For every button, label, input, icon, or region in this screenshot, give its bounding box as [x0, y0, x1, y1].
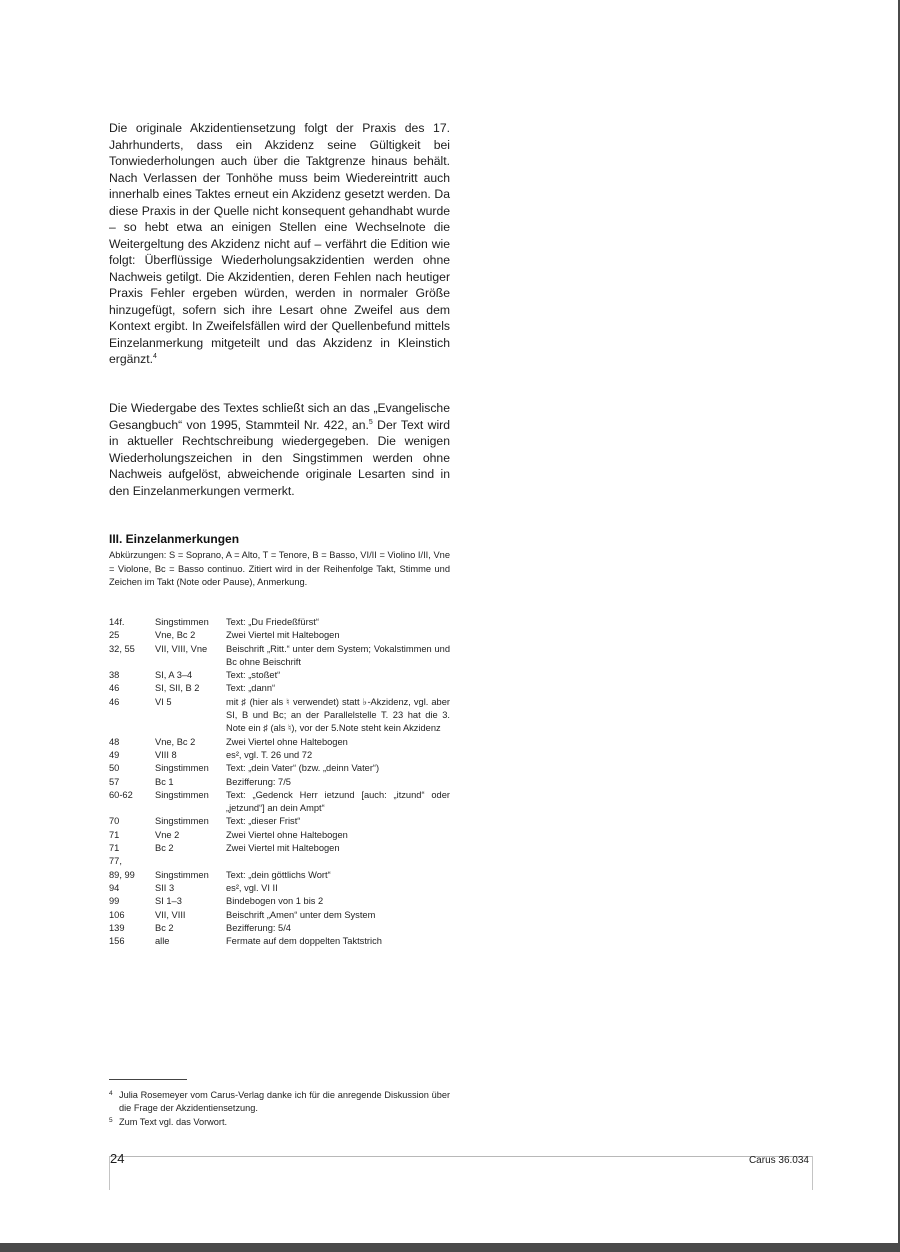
note-row	[109, 829, 450, 842]
note-row	[109, 749, 450, 762]
note-bar: 106	[109, 909, 125, 920]
footnote-text: Julia Rosemeyer vom Carus-Verlag danke ich für die anregende Diskussion über die Frage der Akzidentiensetzung.	[119, 1090, 450, 1114]
note-row	[109, 909, 450, 922]
note-bar: 46	[109, 696, 120, 707]
page-number: 24	[110, 1151, 125, 1166]
footnote	[109, 1089, 450, 1116]
footnote-ref-4: 4	[153, 352, 157, 360]
note-bar: 70	[109, 816, 120, 827]
note-row	[109, 815, 450, 828]
note-bar: 71	[109, 829, 120, 840]
note-row	[109, 922, 450, 935]
note-remark: Text: „dann“	[226, 683, 276, 694]
note-bar: 71	[109, 843, 120, 854]
note-bar: 49	[109, 749, 120, 760]
note-bar: 99	[109, 896, 120, 907]
note-row	[109, 682, 450, 695]
note-bar: 57	[109, 776, 120, 787]
note-remark: Text: „stoßet“	[226, 670, 281, 681]
paragraph-accidentals-text: Die originale Akzidentiensetzung folgt der Praxis des 17. Jahrhunderts, dass ein Akzidenz seine Gültigkeit bei Tonwiederholungen auch über die Taktgrenze hinaus behält. Nach Verlassen der Tonhöhe muss beim Wiedereintritt auch innerhalb eines Taktes erneut ein Akzidenz gesetzt werden. Da diese Praxis in der Quelle nicht konsequent gehandhabt wurde – so hebt etwa an einigen Stellen eine Wechselnote die Weitergeltung des Akzidenz nicht auf – verfährt die Edition wie folgt: Überflüssige Wiederholungsakzidentien werden ohne Nachweis getilgt. Die Akzidentien, deren Fehlen nach heutiger Praxis Fehler ergeben würden, werden in normaler Größe hinzugefügt, sofern sich ihre Lesart ohne Zweifel aus dem Kontext ergibt. In Zweifelsfällen wird der Quellenbefund mittels Einzelanmerkung mitgeteilt und das Akzidenz in Kleinstich ergänzt.	[109, 121, 450, 366]
catalog-number: Carus 36.034	[748, 1155, 809, 1166]
note-remark: Zwei Viertel mit Haltebogen	[226, 630, 340, 641]
footnotes	[109, 1089, 450, 1129]
note-bar: 25	[109, 630, 120, 641]
note-part: Singstimmen	[155, 816, 209, 827]
note-row	[109, 935, 450, 948]
note-part: SII 3	[155, 882, 175, 893]
note-bar: 50	[109, 763, 120, 774]
note-row	[109, 869, 450, 882]
note-bar: 89, 99	[109, 869, 135, 880]
note-part: VII, VIII, Vne	[155, 643, 208, 654]
note-remark	[226, 855, 450, 868]
note-bar: 94	[109, 882, 120, 893]
note-remark: Zwei Viertel mit Haltebogen	[226, 843, 340, 854]
note-part: SI 1–3	[155, 896, 182, 907]
note-row	[109, 789, 450, 816]
note-bar: 32, 55	[109, 643, 135, 654]
note-remark: Beischrift „Ritt.“ unter dem System; Vokalstimmen und Bc ohne Beischrift	[226, 643, 450, 667]
note-remark: mit ♯ (hier als ♮ verwendet) statt ♭-Akzidenz, vgl. aber SI, B und Bc; an der Parallelstelle T. 23 hat die 3. Note ein ♯ (als ♮), vor der 5.Note steht kein Akzidenz	[226, 696, 450, 734]
note-row	[109, 895, 450, 908]
note-bar: 14f.	[109, 617, 125, 627]
note-part: Singstimmen	[155, 869, 209, 880]
note-part: Singstimmen	[155, 789, 209, 800]
note-remark: Text: „Gedenck Herr ietzund [auch: „itzund“ oder „jetzund“] an dein Ampt“	[226, 789, 450, 814]
note-bar: 48	[109, 736, 120, 747]
footnote-number: 4	[109, 1090, 113, 1097]
note-part	[155, 855, 226, 868]
paragraph-text-rendering	[109, 400, 450, 499]
note-row	[109, 855, 450, 868]
note-part: SI, SII, B 2	[155, 683, 200, 694]
footnote-text: Zum Text vgl. das Vorwort.	[119, 1116, 228, 1127]
note-row	[109, 776, 450, 789]
note-part: Vne, Bc 2	[155, 630, 196, 641]
paragraph-accidentals	[109, 120, 450, 368]
note-part: Bc 1	[155, 776, 174, 787]
note-row	[109, 643, 450, 670]
note-part: alle	[155, 936, 170, 947]
note-bar: 77,	[109, 856, 122, 867]
note-row	[109, 696, 450, 736]
note-row	[109, 882, 450, 895]
note-bar: 156	[109, 936, 125, 947]
note-remark: Text: „dieser Frist“	[226, 816, 301, 827]
note-part: Singstimmen	[155, 763, 209, 774]
note-part: Vne 2	[155, 829, 180, 840]
note-part: SI, A 3–4	[155, 670, 193, 681]
note-remark: Zwei Viertel ohne Haltebogen	[226, 736, 348, 747]
footnote-number: 5	[109, 1116, 113, 1124]
note-remark: Text: „Du Friedeßfürst“	[226, 617, 319, 627]
footnote	[109, 1116, 450, 1129]
note-part: Bc 2	[155, 843, 174, 854]
note-bar: 139	[109, 922, 125, 933]
note-remark: Zwei Viertel ohne Haltebogen	[226, 829, 348, 840]
section-heading: III. Einzelanmerkungen	[109, 532, 240, 546]
abbreviations-note: Abkürzungen: S = Soprano, A = Alto, T = Tenore, B = Basso, VI/II = Violino I/II, Vne = Violone, Bc = Basso continuo. Zitiert wird in der Reihenfolge Takt, Stimme und Zeichen im Takt (Note oder Pause), Anmerkung.	[109, 550, 450, 587]
paragraph-text-rendering-part2: Der Text wird in aktueller Rechtschreibung wiedergegeben. Die wenigen Wiederholungszeichen in den Singstimmen werden ohne Nachweis aufgelöst, abweichende originale Lesarten sind in den Einzelanmerkungen vermerkt.	[109, 417, 450, 498]
footer-rule	[109, 1156, 812, 1157]
footer-right-edge	[812, 1156, 813, 1190]
note-part: VIII 8	[155, 749, 177, 760]
note-bar: 38	[109, 670, 120, 681]
note-remark: es², vgl. VI II	[226, 882, 278, 893]
note-remark: Text: „dein Vater“ (bzw. „deinn Vater“)	[226, 763, 380, 774]
note-remark: Bezifferung: 5/4	[226, 922, 291, 933]
note-row	[109, 762, 450, 775]
footnote-ref-5: 5	[368, 418, 373, 426]
note-remark: Fermate auf dem doppelten Taktstrich	[226, 936, 382, 947]
note-bar: 46	[109, 683, 120, 694]
note-part: VI 5	[155, 696, 172, 707]
critical-notes-list	[109, 616, 450, 948]
note-part: VII, VIII	[155, 909, 186, 920]
note-part: Singstimmen	[155, 617, 209, 627]
note-row	[109, 669, 450, 682]
paragraph-text-rendering-part1: Die Wiedergabe des Textes schließt sich an das „Evangelische Gesangbuch“ von 1995, Stammteil Nr. 422, an.	[109, 401, 450, 432]
note-remark: es², vgl. T. 26 und 72	[226, 749, 313, 760]
note-bar: 60-62	[109, 789, 133, 800]
note-remark: Bindebogen von 1 bis 2	[226, 896, 324, 907]
note-row	[109, 842, 450, 855]
footnote-separator	[109, 1079, 187, 1080]
note-remark: Beischrift „Amen“ unter dem System	[226, 909, 376, 920]
note-row	[109, 616, 450, 629]
note-remark: Bezifferung: 7/5	[226, 776, 291, 787]
note-remark: Text: „dein göttlichs Wort“	[226, 869, 331, 880]
note-row	[109, 629, 450, 642]
note-part: Bc 2	[155, 922, 174, 933]
note-row	[109, 736, 450, 749]
note-part: Vne, Bc 2	[155, 736, 196, 747]
